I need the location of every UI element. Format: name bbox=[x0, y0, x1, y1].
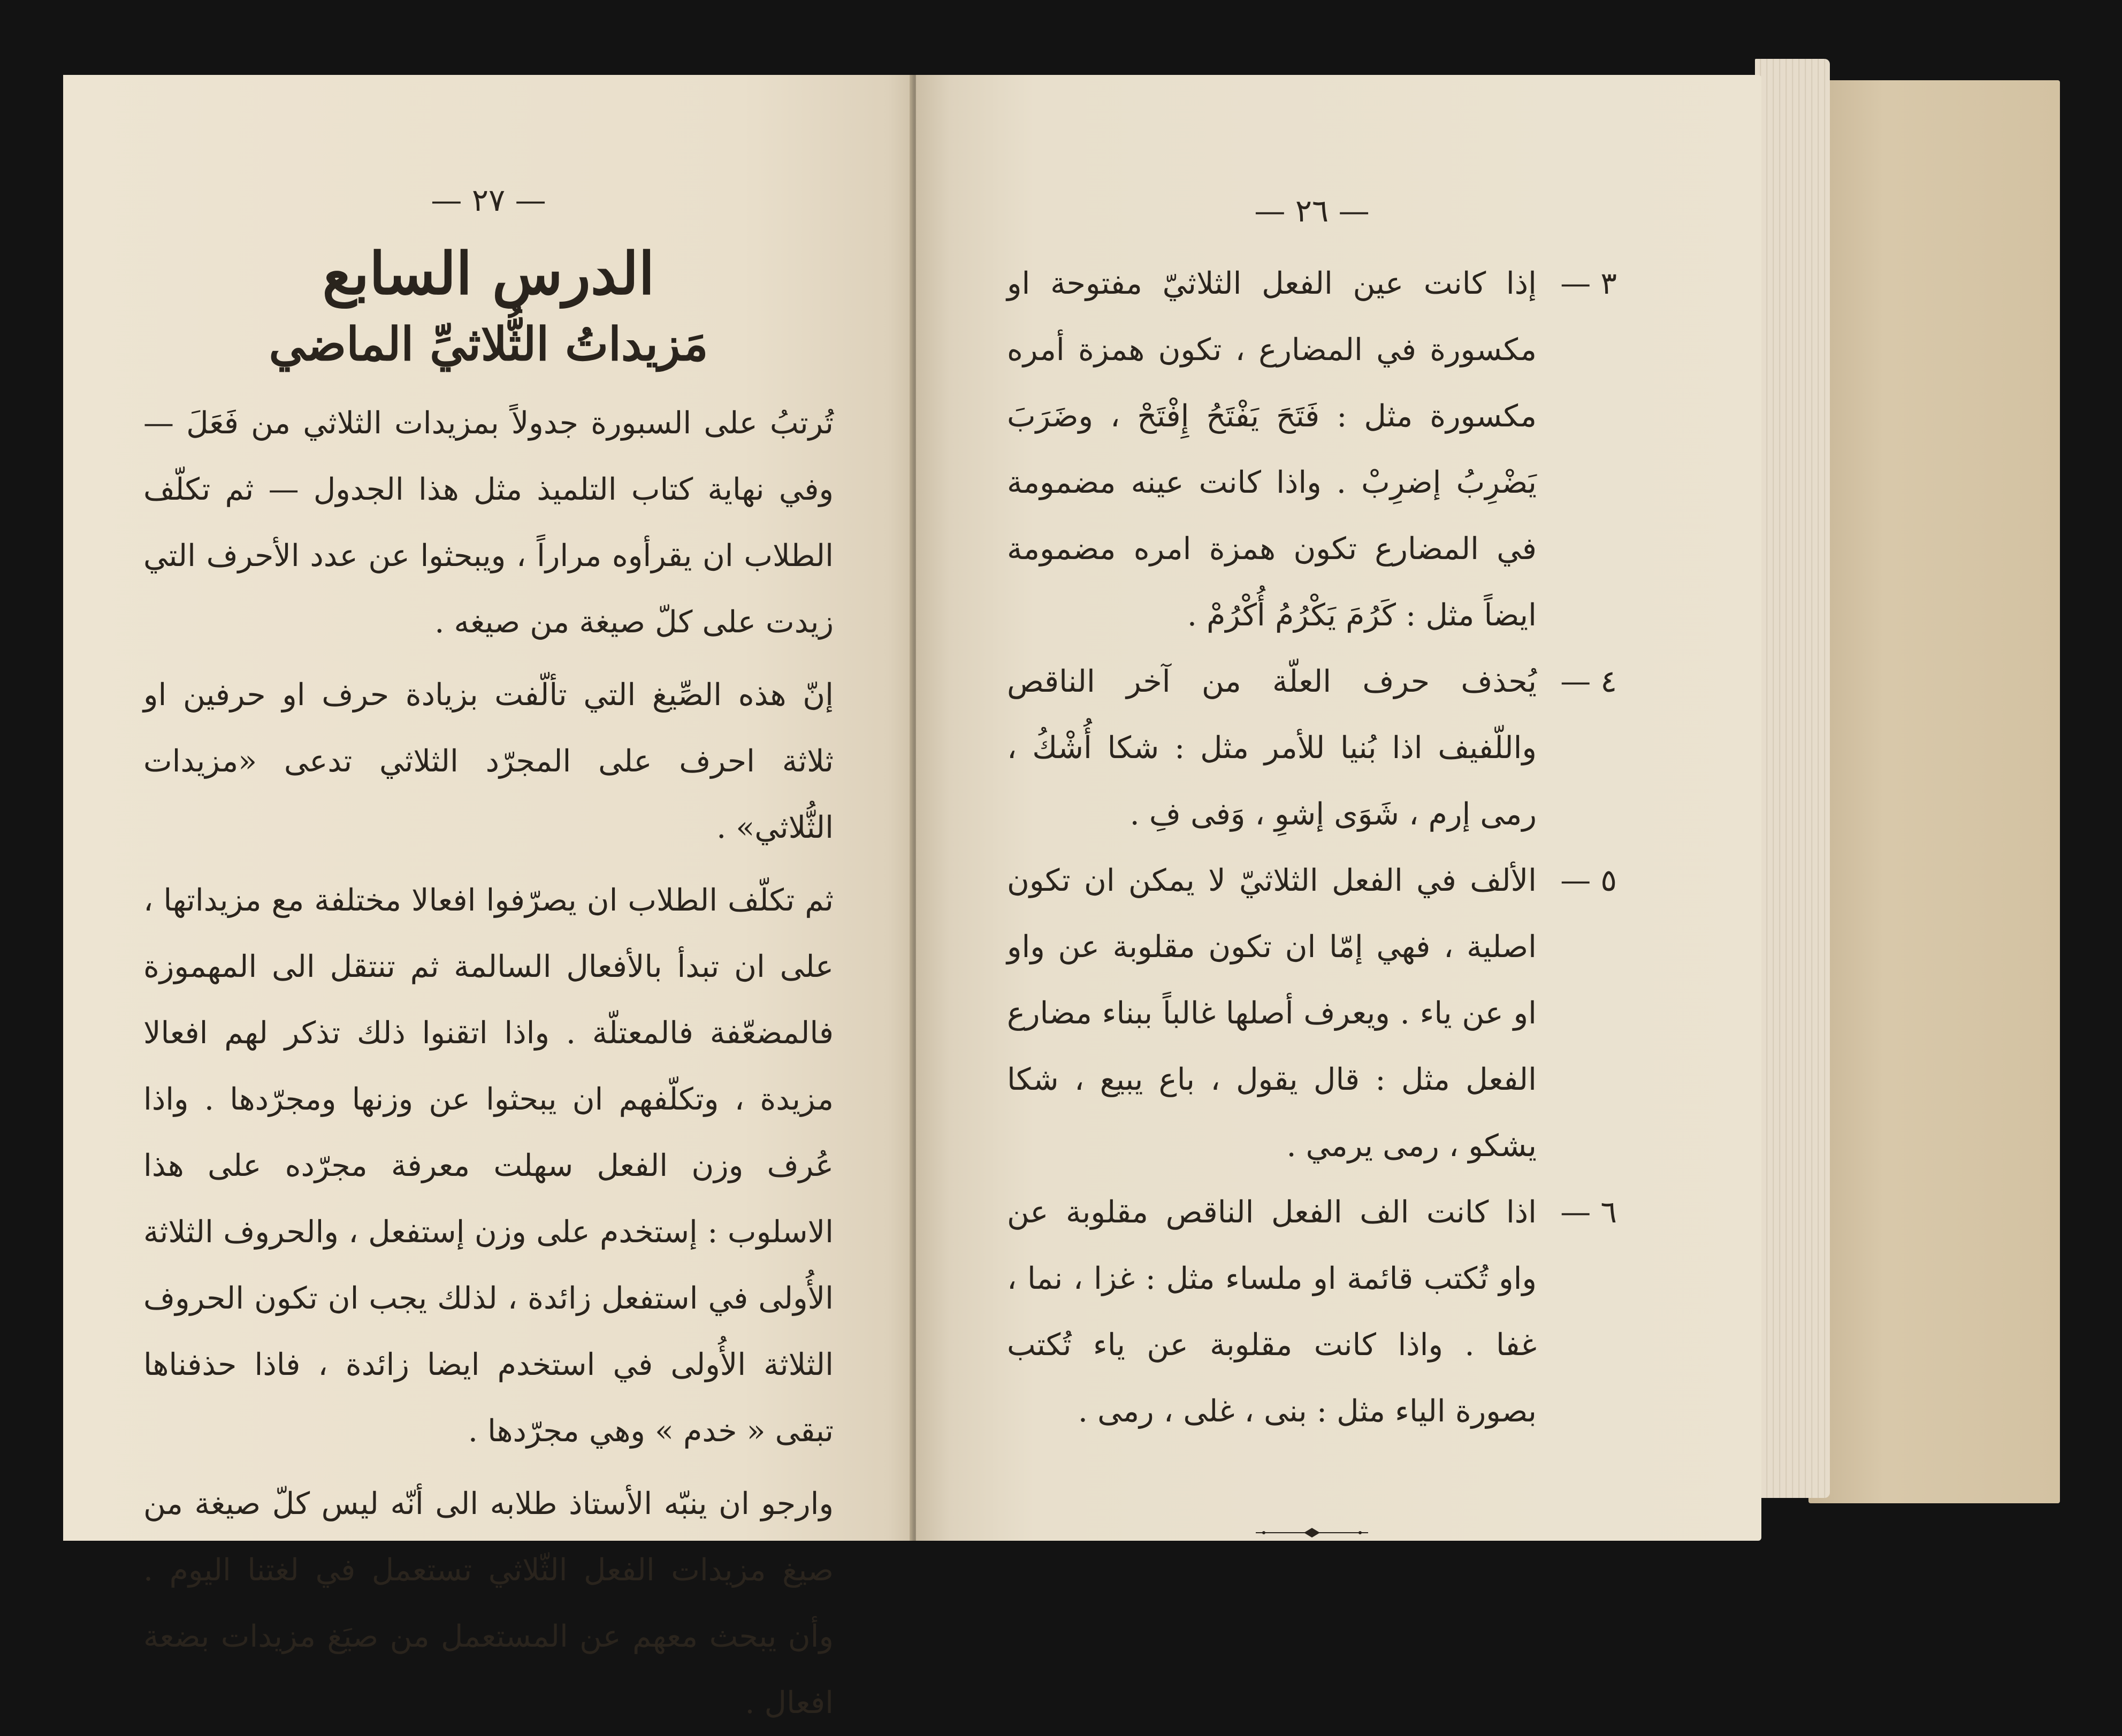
rule-text: اذا كانت الف الفعل الناقص مقلوبة عن واو تُكتب قائمة او ملساء مثل : غزا ، نما ، غفا . واذا كانت مقلوبة عن ياء تُكتب بصورة الياء مثل : بنى ، غلى ، رمى . bbox=[1007, 1195, 1537, 1429]
paragraph: وارجو ان ينبّه الأستاذ طلابه الى أنّه ليس كلّ صيغة من صيغ مزيدات الفعل الثّلاثي تستعمل في لغتنا اليوم . وأن يبحث معهم عن المستعمل من صيَغ مزيدات بضعة افعال . bbox=[143, 1486, 834, 1721]
rule-item bbox=[1007, 648, 1617, 847]
lesson-title: الدرس السابع bbox=[322, 240, 655, 308]
rule-number: ٣ — bbox=[1560, 266, 1617, 301]
rule-text: الألف في الفعل الثلاثيّ لا يمكن ان تكون اصلية ، فهي إمّا ان تكون مقلوبة عن واو او عن ياء . ويعرف أصلها غالباً ببناء مضارع الفعل مثل : قال يقول ، باع يبيع ، شكا يشكو ، رمى يرمي . bbox=[1007, 863, 1537, 1164]
paragraph: تُرتبُ على السبورة جدولاً بمزيدات الثلاثي من فَعَلَ — وفي نهاية كتاب التلميذ مثل هذا الجدول — ثم تكلّف الطلاب ان يقرأوه مراراً ، ويبحثوا عن عدد الأحرف التي زيدت على كلّ صيغة من صيغه . bbox=[143, 406, 834, 640]
page-edges bbox=[1755, 59, 1830, 1498]
page-number: — ٢٧ — bbox=[431, 182, 546, 218]
right-page bbox=[916, 75, 1761, 1541]
paragraph: إنّ هذه الصِّيغ التي تألّفت بزيادة حرف او حرفين او ثلاثة احرف على المجرّد الثلاثي تدعى «مزيدات الثُّلاثي» . bbox=[143, 677, 834, 846]
paragraph: ثم تكلّف الطلاب ان يصرّفوا افعالا مختلفة مع مزيداتها ، على ان تبدأ بالأفعال السالمة ثم تنتقل الى المهموزة فالمضعّفة فالمعتلّة . واذا اتقنوا ذلك تذكر لهم افعالا مزيدة ، وتكلّفهم ان يبحثوا عن وزنها ومجرّدها . واذا عُرف وزن الفعل سهلت معرفة مجرّده على هذا الاسلوب : إستخدم على وزن إستفعل ، والحروف الثلاثة الأُولى في استفعل زائدة ، لذلك يجب ان تكون الحروف الثلاثة الأُولى في استخدم ايضا زائدة ، فاذا حذفناها تبقى « خدم » وهي مجرّدها . bbox=[143, 883, 834, 1449]
back-cover bbox=[1808, 80, 2060, 1503]
rule-item bbox=[1007, 250, 1617, 648]
rule-item bbox=[1007, 1179, 1617, 1444]
left-page bbox=[63, 75, 914, 1721]
rule-text: إذا كانت عين الفعل الثلاثيّ مفتوحة او مكسورة في المضارع ، تكون همزة أمره مكسورة مثل : فَتَحَ يَفْتَحُ إِفْتَحْ ، وضَرَبَ يَضْرِبُ إضرِبْ . واذا كانت عينه مضمومة في المضارع تكون همزة امره مضمومة ايضاً مثل : كَرُمَ يَكْرُمُ أُكْرُمْ . bbox=[1007, 266, 1537, 633]
lesson-subtitle: مَزيداتُ الثُّلاثيِّ الماضي bbox=[269, 317, 708, 371]
rule-item bbox=[1007, 847, 1617, 1179]
page-number: — ٢٦ — bbox=[1254, 193, 1370, 229]
rule-text: يُحذف حرف العلّة من آخر الناقص واللّفيف اذا بُنيا للأمر مثل : شكا أُشْكُ ، رمى إرم ، شَوَى إشوِ ، وَفى فِ . bbox=[1007, 664, 1537, 832]
rule-number: ٦ — bbox=[1560, 1195, 1617, 1230]
rule-number: ٤ — bbox=[1560, 664, 1617, 699]
rule-number: ٥ — bbox=[1560, 863, 1617, 898]
section-end-ornament bbox=[1253, 1525, 1371, 1541]
